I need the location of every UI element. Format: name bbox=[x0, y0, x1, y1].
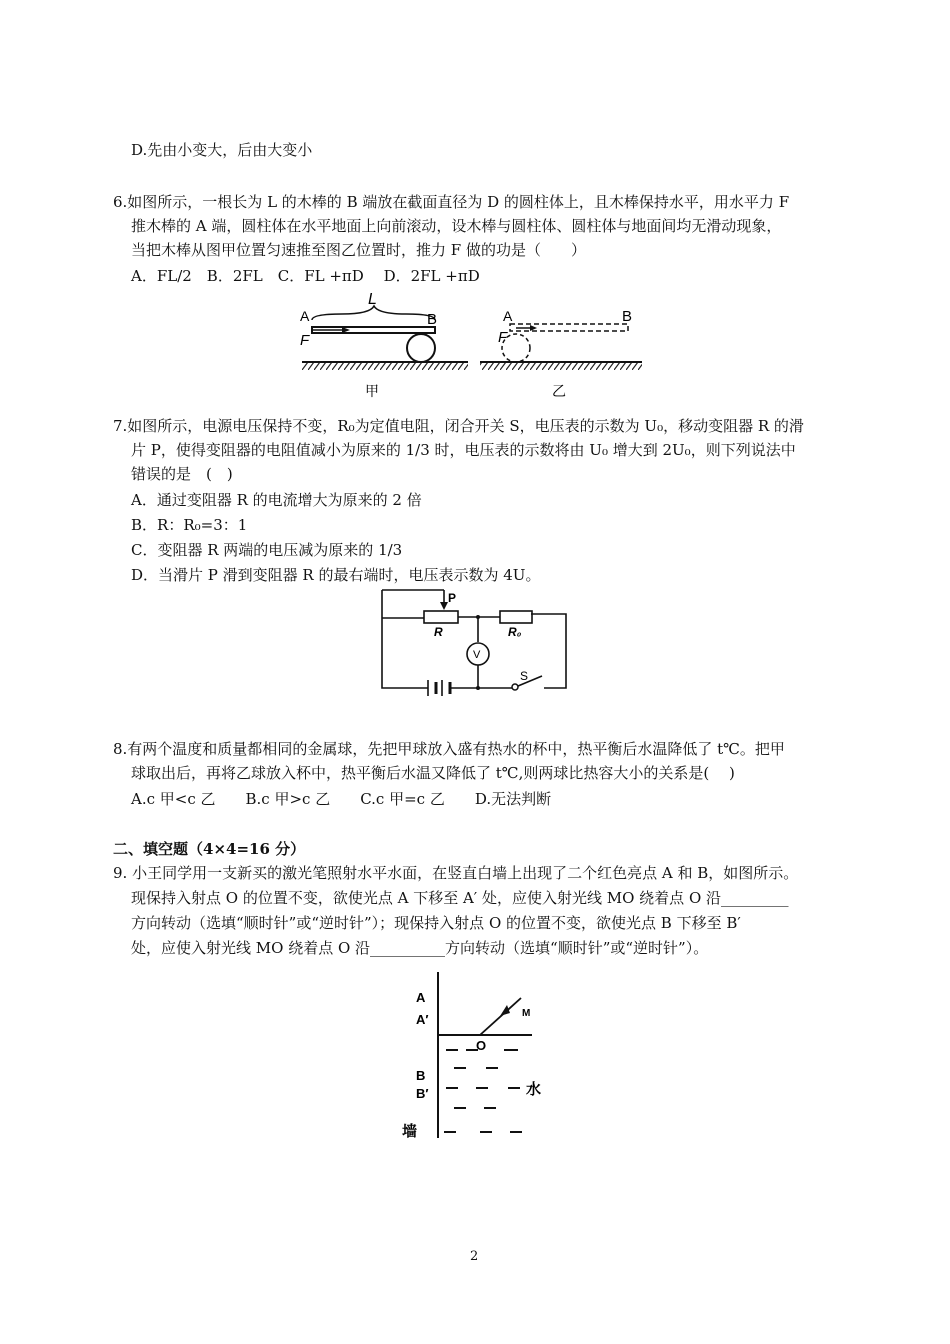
q9-fig-label-a-prime: A′ bbox=[416, 1012, 429, 1027]
q9-fig-label-m: M bbox=[522, 1008, 531, 1019]
q6-fig-label-jia: 甲 bbox=[365, 383, 379, 399]
q6-fig-label-l: L bbox=[368, 291, 377, 308]
q9-fig-label-a: A bbox=[416, 990, 426, 1005]
q6-options: A．FL/2 B．2FL C．FL +πD D．2FL +πD bbox=[131, 267, 480, 285]
section-2-title: 二、填空题（4×4=16 分） bbox=[113, 840, 306, 858]
q7-fig-label-r: R bbox=[434, 625, 443, 639]
q7-option-b: B．R：R₀=3：1 bbox=[131, 516, 248, 534]
q6-stem-line3: 当把木棒从图甲位置匀速推至图乙位置时，推力 F 做的功是（ ） bbox=[131, 241, 586, 259]
q6-fig2-label-b: B bbox=[622, 308, 633, 325]
q6-stem-line1: 6.如图所示，一根长为 L 的木棒的 B 端放在截面直径为 D 的圆柱体上，且木棒保持水平，用水平力 F bbox=[113, 193, 790, 211]
q8-stem-line2: 球取出后，再将乙球放入杯中，热平衡后水温又降低了 t℃,则两球比热容大小的关系是( ) bbox=[131, 764, 735, 782]
q6-fig-label-yi: 乙 bbox=[552, 383, 566, 399]
page-number: 2 bbox=[470, 1249, 479, 1264]
q7-option-d: D．当滑片 P 滑到变阻器 R 的最右端时，电压表示数为 4U。 bbox=[131, 566, 541, 584]
q6-fig-label-a: A bbox=[300, 308, 310, 324]
q7-option-c: C．变阻器 R 两端的电压减为原来的 1/3 bbox=[131, 541, 403, 559]
q8-stem-line1: 8.有两个温度和质量都相同的金属球，先把甲球放入盛有热水的杯中，热平衡后水温降低了 t℃。把甲 bbox=[113, 740, 785, 758]
q9-stem-line1: 9. 小王同学用一支新买的激光笔照射水平水面，在竖直白墙上出现了二个红色亮点 A 和 B，如图所示。 bbox=[113, 864, 799, 882]
q7-fig-label-p: P bbox=[448, 591, 457, 605]
q7-fig-label-r0: R₀ bbox=[508, 625, 522, 639]
q9-figure bbox=[396, 970, 556, 1145]
q8-options: A.c 甲<c 乙 B.c 甲>c 乙 C.c 甲=c 乙 D.无法判断 bbox=[131, 790, 552, 808]
q6-fig2-label-a: A bbox=[503, 308, 513, 324]
q7-stem-line2: 片 P，使得变阻器的电阻值减小为原来的 1/3 时，电压表的示数将由 U₀ 增大到 2U₀，则下列说法中 bbox=[131, 441, 796, 459]
q9-fig-label-wall: 墙 bbox=[402, 1123, 418, 1140]
q6-figure bbox=[290, 290, 670, 400]
q9-fig-label-b: B bbox=[416, 1068, 426, 1083]
q9-stem-line3: 方向转动（选填“顺时针”或“逆时针”）；现保持入射点 O 的位置不变，欲使光点 B 下移至 B′ bbox=[131, 914, 741, 932]
q7-fig-label-s: S bbox=[520, 669, 529, 683]
q9-fig-label-b-prime: B′ bbox=[416, 1086, 429, 1101]
q7-stem-line1: 7.如图所示，电源电压保持不变，R₀为定值电阻，闭合开关 S，电压表的示数为 U₀，移动变阻器 R 的滑 bbox=[113, 417, 804, 435]
q7-circuit-figure bbox=[376, 584, 576, 696]
q9-fig-label-water: 水 bbox=[526, 1081, 542, 1098]
q6-stem-line2: 推木棒的 A 端，圆柱体在水平地面上向前滚动，设木棒与圆柱体、圆柱体与地面间均无滑动现象， bbox=[131, 217, 782, 235]
q9-stem-line2: 现保持入射点 O 的位置不变，欲使光点 A 下移至 A′ 处，应使入射光线 MO 绕着点 O 沿_________ bbox=[131, 889, 789, 907]
q7-stem-line3: 错误的是 ( ) bbox=[131, 465, 233, 483]
q6-fig-label-f: F bbox=[300, 332, 310, 349]
q9-fig-label-o: O bbox=[476, 1038, 487, 1053]
q5-option-d: D.先由小变大，后由大变小 bbox=[131, 141, 313, 159]
q7-option-a: A．通过变阻器 R 的电流增大为原来的 2 倍 bbox=[131, 491, 422, 509]
q9-stem-line4: 处，应使入射光线 MO 绕着点 O 沿__________方向转动（选填“顺时针”或“逆时针”）。 bbox=[131, 939, 709, 957]
q7-fig-label-v: V bbox=[473, 649, 481, 661]
q6-fig-label-b: B bbox=[427, 311, 438, 328]
q6-fig2-label-f: F bbox=[498, 329, 508, 346]
